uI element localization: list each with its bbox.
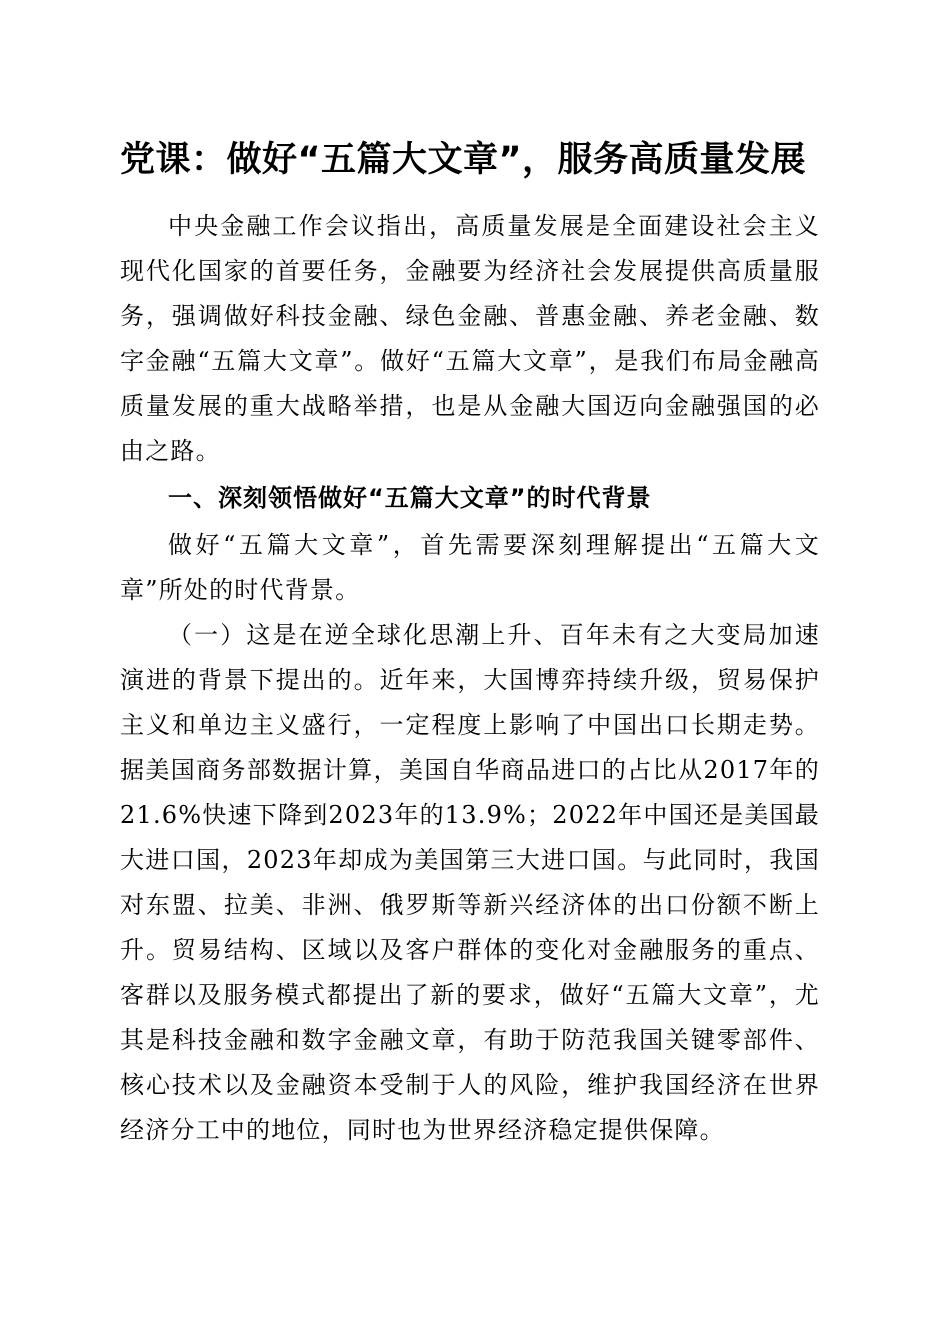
section-intro-paragraph: 做好“五篇大文章”，首先需要深刻理解提出“五篇大文章”所处的时代背景。 xyxy=(120,531,820,604)
section-heading: 一、深刻领悟做好“五篇大文章”的时代背景 xyxy=(168,484,652,512)
document-page xyxy=(120,128,820,1153)
document-title: 党课：做好“五篇大文章”，服务高质量发展 xyxy=(120,140,807,180)
intro-paragraph: 中央金融工作会议指出，高质量发展是全面建设社会主义现代化国家的首要任务，金融要为经济社会发展提供高质量服务，强调做好科技金融、绿色金融、普惠金融、养老金融、数字金融“五篇大文章”。做好“五篇大文章”，是我们布局金融高质量发展的重大战略举措，也是从金融大国迈向金融强国的必由之路。 xyxy=(120,212,820,465)
subsection-paragraph: （一）这是在逆全球化思潮上升、百年未有之大变局加速演进的背景下提出的。近年来，大国博弈持续升级，贸易保护主义和单边主义盛行，一定程度上影响了中国出口长期走势。据美国商务部数据计算，美国自华商品进口的占比从2017年的21.6%快速下降到2023年的13.9%；2022年中国还是美国最大进口国，2023年却成为美国第三大进口国。与此同时，我国对东盟、拉美、非洲、俄罗斯等新兴经济体的出口份额不断上升。贸易结构、区域以及客户群体的变化对金融服务的重点、客群以及服务模式都提出了新的要求，做好“五篇大文章”，尤其是科技金融和数字金融文章，有助于防范我国关键零部件、核心技术以及金融资本受制于人的风险，维护我国经济在世界经济分工中的地位，同时也为世界经济稳定提供保障。 xyxy=(120,621,820,1144)
